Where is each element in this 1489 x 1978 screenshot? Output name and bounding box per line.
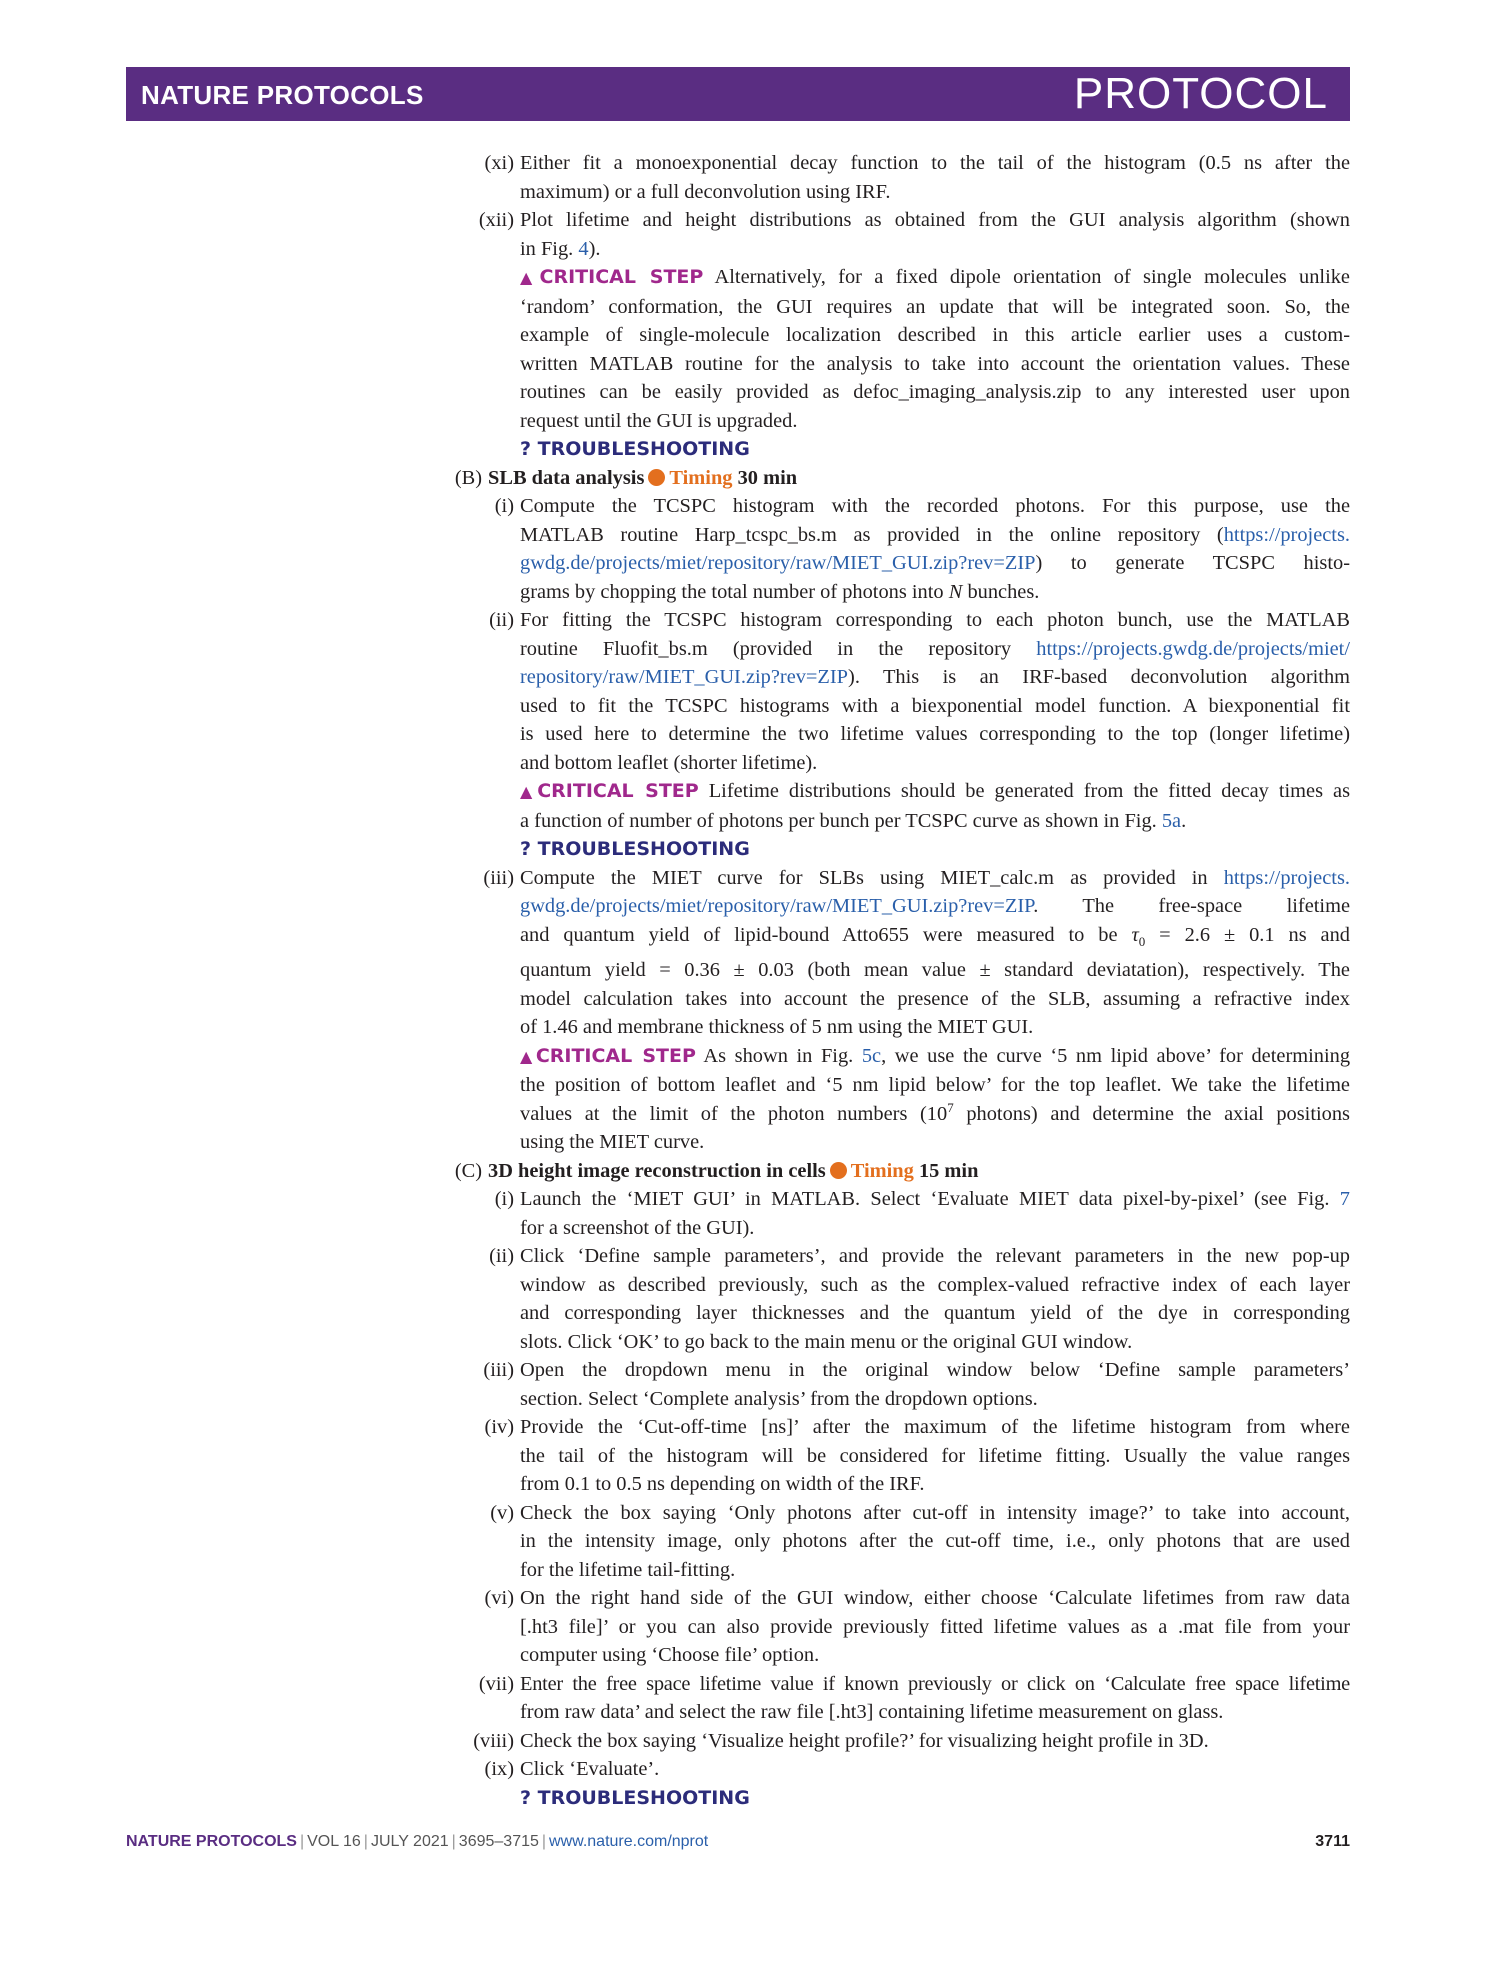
troubleshooting-label: ? TROUBLESHOOTING [520, 438, 750, 460]
step-C-vii: (vii) Enter the free space lifetime value if known previously or click on ‘Calculate free space lifetime from raw data’ and select the raw file [.ht3] containing lifetime measurement on glass. [520, 1670, 1350, 1727]
step-C-ix: (ix) Click ‘Evaluate’. ? TROUBLESHOOTING [520, 1755, 1350, 1812]
figure-link-5c[interactable]: 5c [861, 1044, 882, 1067]
step-B-iii: (iii) Compute the MIET curve for SLBs using MIET_calc.m as provided in https://projects. gwdg.de/projects/miet/repository/raw/MIET_GUI.zip?rev=ZIP. The free-space lifetime and quantum yield of lipid-bound Atto655 were measured to be $\tau_0 = 2.6 \pm 0.1$ ns and quantum yield = 0.36 ± 0.03 (both mean value ± standard deviatation), respectively. The model calculation takes into account the presence of the SLB, assuming a refractive index of 1.46 and membrane thickness of 5 nm using the MIET GUI. ▲CRITICAL STEP As shown in Fig. 5c, we use the curve ‘5 nm lipid above’ for determining the position of bottom leaflet and ‘5 nm lipid below’ for the top leaflet. We take the lifetime values at the limit of the photon numbers ($10^7$ photons) and determine the axial positions using the MIET curve. [520, 864, 1350, 1157]
step-C-viii: (viii) Check the box saying ‘Visualize height profile?’ for visualizing height profile in 3D. [520, 1727, 1350, 1756]
footer-volume: VOL 16 [307, 1833, 361, 1850]
figure-link-5a[interactable]: 5a [1161, 809, 1182, 832]
step-C-ii: (ii) Click ‘Define sample parameters’, and provide the relevant parameters in the new pop-up window as described previously, such as the complex-valued refractive index of each layer and corresponding layer thicknesses and the quantum yield of the dye in corresponding slots. Click ‘OK’ to go back to the main menu or the original GUI window. [520, 1242, 1350, 1356]
footer-url-link[interactable]: www.nature.com/nprot [549, 1833, 709, 1850]
timing-dot-icon [648, 469, 665, 486]
troubleshooting-label: ? TROUBLESHOOTING [520, 838, 750, 860]
step-number: (xi) [484, 152, 514, 174]
step-number: (ix) [484, 1758, 514, 1781]
step-number: (ii) [489, 609, 514, 631]
step-B-i: (i) Compute the TCSPC histogram with the recorded photons. For this purpose, use the MATLAB routine Harp_tcspc_bs.m as provided in the online repository (https://projects. gwdg.de/projects/miet/repository/raw/MIET_GUI.zip?rev=ZIP) to generate TCSPC histo- grams by chopping the total number of photons into N bunches. [520, 492, 1350, 606]
critical-step: ▲CRITICAL STEP Alternatively, for a fixed dipole orientation of single molecules unlike [520, 266, 1350, 288]
section-B-heading: (B) SLB data analysis Timing 30 min [454, 466, 798, 489]
step-C-iv: (iv) Provide the ‘Cut-off-time [ns]’ after the maximum of the lifetime histogram from where the tail of the histogram will be considered for lifetime fitting. Usually the value ranges from 0.1 to 0.5 ns depending on width of the IRF. [520, 1413, 1350, 1499]
step-number: (i) [494, 495, 514, 517]
timing-value: 15 min [918, 1159, 979, 1182]
critical-step-label: CRITICAL STEP [537, 780, 699, 802]
critical-step: ▲CRITICAL STEP As shown in Fig. 5c, we use the curve ‘5 nm lipid above’ for determining [520, 1044, 1351, 1067]
step-number: (iii) [483, 1359, 514, 1382]
step-number: (ii) [489, 1245, 514, 1268]
section-title: SLB data analysis [488, 466, 645, 489]
timing-dot-icon [830, 1162, 847, 1179]
repository-link[interactable]: https://projects.gwdg.de/projects/miet/ [1036, 637, 1350, 660]
page-footer: NATURE PROTOCOLS | VOL 16 | JULY 2021 | 3695–3715 | www.nature.com/nprot 3711 [126, 1833, 1350, 1850]
step-number: (viii) [473, 1729, 514, 1752]
step-number: (vi) [484, 1587, 514, 1610]
figure-link-4[interactable]: 4 [578, 237, 589, 260]
section-title: 3D height image reconstruction in cells [488, 1159, 826, 1182]
section-C-heading: (C) 3D height image reconstruction in cells Timing 15 min [454, 1159, 979, 1182]
critical-step-label: CRITICAL STEP [539, 266, 704, 288]
timing-label: Timing [669, 466, 733, 489]
step-number: (xii) [478, 209, 514, 231]
step-C-vi: (vi) On the right hand side of the GUI window, either choose ‘Calculate lifetimes from raw data [.ht3 file]’ or you can also provide previously fitted lifetime values as a .mat file from your computer using ‘Choose file’ option. [520, 1584, 1350, 1670]
article-type: PROTOCOL [1073, 69, 1328, 118]
critical-step: ▲CRITICAL STEP Lifetime distributions should be generated from the fitted decay times as [520, 780, 1351, 802]
step-C-iii: (iii) Open the dropdown menu in the original window below ‘Define sample parameters’ section. Select ‘Complete analysis’ from the dropdown options. [520, 1356, 1350, 1413]
step-number: (vii) [478, 1672, 514, 1695]
critical-step-label: CRITICAL STEP [535, 1044, 696, 1067]
repository-link[interactable]: gwdg.de/projects/miet/repository/raw/MIET_GUI.zip?rev=ZIP [520, 895, 1034, 917]
header-banner [126, 67, 1350, 121]
footer-journal: NATURE PROTOCOLS [126, 1833, 297, 1850]
page-number: 3711 [1315, 1833, 1350, 1850]
step-number: (v) [490, 1501, 514, 1524]
figure-link-7[interactable]: 7 [1339, 1188, 1350, 1211]
step-C-v: (v) Check the box saying ‘Only photons after cut-off in intensity image?’ to take into account, in the intensity image, only photons after the cut-off time, i.e., only photons that are used for the lifetime tail-fitting. [520, 1499, 1350, 1585]
procedure-body [454, 149, 1351, 1812]
repository-link[interactable]: https://projects. [1223, 523, 1350, 546]
journal-name: NATURE PROTOCOLS [141, 80, 424, 110]
step-number: (iii) [483, 866, 514, 889]
step-number: (iv) [484, 1416, 514, 1439]
troubleshooting-label: ? TROUBLESHOOTING [520, 1786, 750, 1809]
step-number: (i) [494, 1188, 514, 1211]
timing-value: 30 min [737, 466, 798, 489]
step-A-xii: (xii) Plot lifetime and height distributions as obtained from the GUI analysis algorithm (shown in Fig. 4). ▲CRITICAL STEP Alternatively, for a fixed dipole orientation of single molecules unlike ‘random’ conformation, the GUI requires an update that will be integrated soon. So, the example of single-molecule localization described in this article earlier uses a custom- written MATLAB routine for the analysis to take into account the orientation values. These routines can be easily provided as defoc_imaging_analysis.zip to any interested user upon request until the GUI is upgraded. ? TROUBLESHOOTING [520, 206, 1350, 464]
step-B-ii: (ii) For fitting the TCSPC histogram corresponding to each photon bunch, use the MATLAB routine Fluofit_bs.m (provided in the repository https://projects.gwdg.de/projects/miet/ repository/raw/MIET_GUI.zip?rev=ZIP). This is an IRF-based deconvolution algorithm used to fit the TCSPC histograms with a biexponential model function. A biexponential fit is used here to determine the two lifetime values corresponding to the top (longer lifetime) and bottom leaflet (shorter lifetime). ▲CRITICAL STEP Lifetime distributions should be generated from the fitted decay times as a function of number of photons per bunch per TCSPC curve as shown in Fig. 5a. ? TROUBLESHOOTING [520, 606, 1350, 864]
step-C-i: (i) Launch the ‘MIET GUI’ in MATLAB. Select ‘Evaluate MIET data pixel-by-pixel’ (see Fig. 7 for a screenshot of the GUI). [520, 1185, 1350, 1242]
repository-link[interactable]: repository/raw/MIET_GUI.zip?rev=ZIP [520, 666, 849, 688]
repository-link[interactable]: gwdg.de/projects/miet/repository/raw/MIET_GUI.zip?rev=ZIP [520, 552, 1036, 574]
footer-pages: 3695–3715 [458, 1833, 539, 1850]
step-A-xi: (xi) Either fit a monoexponential decay function to the tail of the histogram (0.5 ns after the maximum) or a full deconvolution using IRF. [520, 149, 1350, 206]
timing-label: Timing [850, 1159, 914, 1182]
repository-link[interactable]: https://projects. [1223, 866, 1350, 889]
footer-date: JULY 2021 [370, 1833, 449, 1850]
